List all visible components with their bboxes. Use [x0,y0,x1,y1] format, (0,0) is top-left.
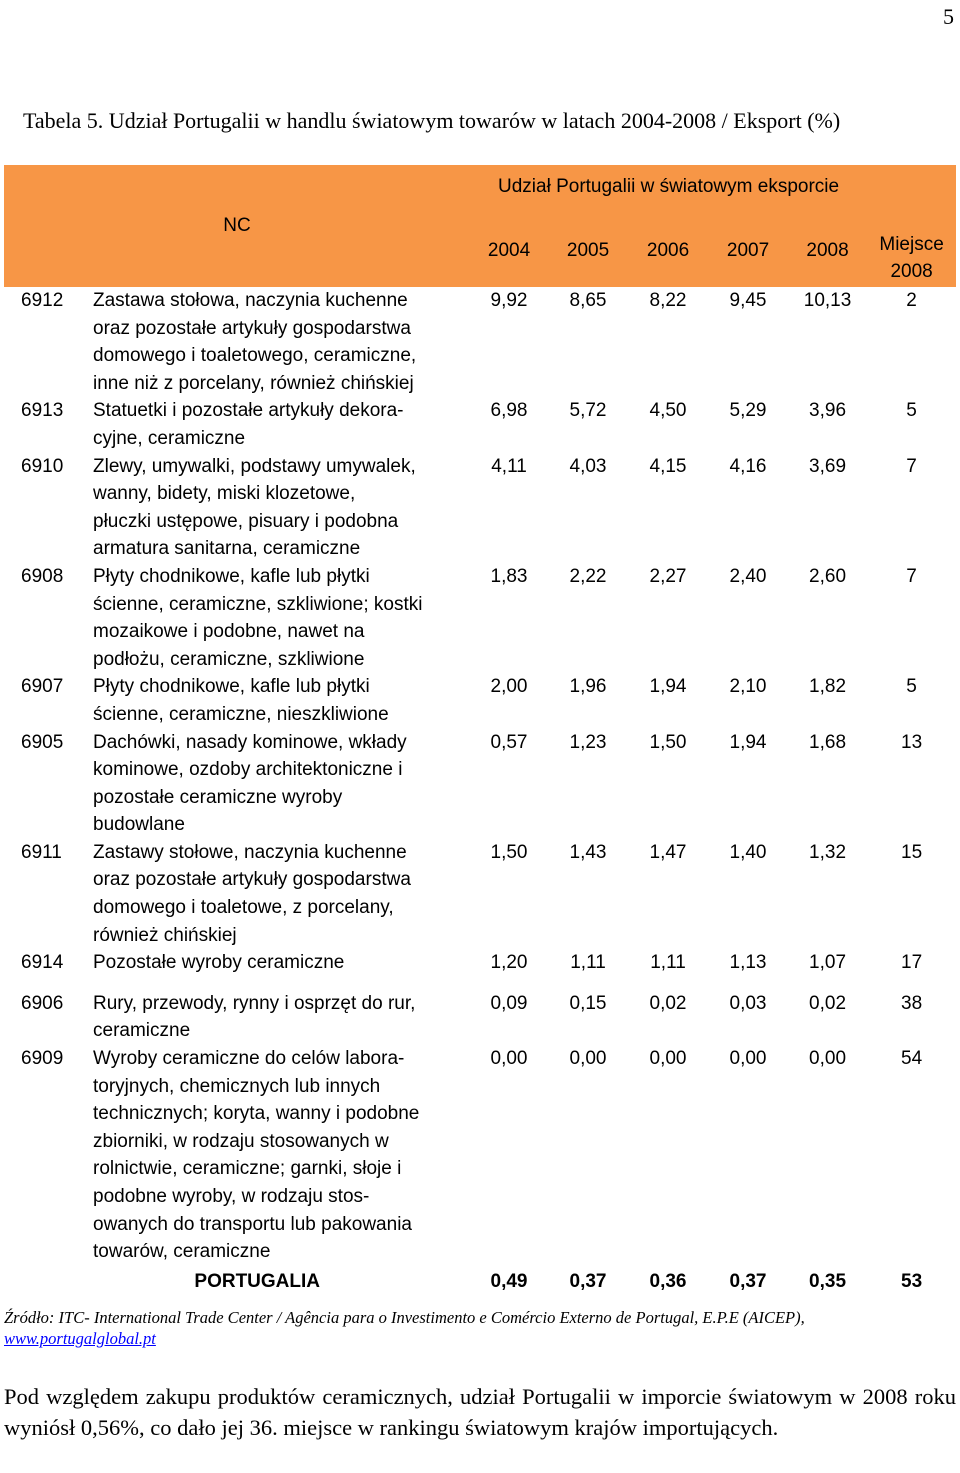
row-description-line: toryjnych, chemicznych lub innych [93,1075,381,1097]
header-group: Udział Portugalii w światowym eksporcie [470,165,867,209]
page-number: 5 [943,4,954,29]
header-year: 2004 [470,209,548,287]
source-text: Źródło: ITC- International Trade Center / Agência para o Investimento e Comércio Externo de Portugal, E.P.E (AICEP), [4,1308,805,1327]
total-value-2006: 0,36 [649,1270,687,1292]
row-description [93,949,470,977]
row-code: 6913 [21,400,64,422]
row-description-line: Zastawa stołowa, naczynia kuchenne [93,290,408,311]
row-description-line: Wyroby ceramiczne do celów labora- [93,1048,405,1070]
row-code: 6908 [21,565,64,587]
row-value-2005: 1,96 [569,676,607,698]
row-value-2005: 4,03 [569,455,607,477]
row-value-2006: 2,27 [649,565,687,587]
table-row [4,977,956,1045]
row-description [93,287,470,397]
row-value-2007: 9,45 [729,290,767,311]
row-value-2008: 0,00 [809,1048,847,1070]
table-body [4,287,956,1295]
row-value-2007: 0,03 [729,992,767,1014]
row-description-line: ścienne, ceramiczne, nieszkliwione [93,703,389,725]
row-description-line: Zlewy, umywalki, podstawy umywalek, [93,455,416,477]
row-value-2004: 1,83 [490,565,528,587]
row-value-2007: 1,94 [729,731,767,753]
row-value-2008: 10,13 [803,290,852,311]
row-description-line: budowlane [93,814,185,836]
row-description [93,563,470,673]
row-value-2007: 2,40 [729,565,767,587]
row-value-2005: 0,00 [569,1048,607,1070]
row-value-2008: 3,69 [809,455,847,477]
summary-paragraph: Pod względem zakupu produktów ceramicznych, udział Portugalii w imporcie światowym w 2008 roku wyniósł 0,56%, co dało jej 36. miejsce w rankingu światowym krajów importujących. [4,1384,956,1440]
row-value-2006: 1,94 [649,676,687,698]
total-label: PORTUGALIA [194,1270,321,1292]
row-value-2005: 1,43 [569,841,607,863]
row-description-line: ścienne, ceramiczne, szkliwione; kostki [93,593,423,615]
row-value-2008: 1,68 [809,731,847,753]
table-row [4,287,956,397]
header-place-line1: Miejsce [879,234,944,255]
row-description-line: towarów, ceramiczne [93,1241,271,1263]
row-value-2005: 0,15 [569,992,607,1014]
total-row [4,1266,956,1296]
row-value-2004: 2,00 [490,676,528,698]
row-place: 15 [901,841,923,863]
source-note [4,1307,954,1349]
total-place: 53 [901,1270,923,1292]
row-value-2004: 0,57 [490,731,528,753]
row-value-2006: 1,47 [649,841,687,863]
row-place: 2 [906,290,917,311]
table-row [4,1045,956,1266]
row-value-2007: 0,00 [729,1048,767,1070]
row-description-line: pozostałe ceramiczne wyroby [93,786,343,808]
table-row [4,839,956,949]
row-description-line: płuczki ustępowe, pisuary i podobna [93,510,399,532]
total-value-2008: 0,35 [809,1270,847,1292]
row-description-line: technicznych; koryta, wanny i podobne [93,1103,420,1125]
row-value-2007: 1,40 [729,841,767,863]
table-row [4,563,956,673]
row-value-2007: 4,16 [729,455,767,477]
row-description-line: inne niż z porcelany, również chińskiej [93,372,414,394]
row-description-line: kominowe, ozdoby architektoniczne i [93,759,403,781]
row-place: 17 [901,952,923,974]
table-row [4,397,956,452]
row-value-2004: 0,09 [490,992,528,1014]
table-title: Tabela 5. Udział Portugalii w handlu światowym towarów w latach 2004-2008 / Eksport (%) [23,108,841,133]
row-description-line: Pozostałe wyroby ceramiczne [93,952,345,974]
row-description [93,397,470,452]
row-value-2005: 1,23 [569,731,607,753]
table-row [4,729,956,839]
row-description [93,1045,470,1266]
row-place: 7 [906,565,917,587]
source-link[interactable]: www.portugalglobal.pt [4,1329,156,1348]
row-value-2008: 1,82 [809,676,847,698]
row-place: 54 [901,1048,923,1070]
row-value-2005: 5,72 [569,400,607,422]
row-value-2006: 4,15 [649,455,687,477]
header-year: 2008 [788,209,867,287]
header-year: 2005 [548,209,628,287]
row-value-2006: 0,02 [649,992,687,1014]
row-value-2007: 5,29 [729,400,767,422]
row-place: 13 [901,731,923,753]
row-description [93,839,470,949]
header-year: 2007 [708,209,788,287]
row-place: 5 [906,400,917,422]
row-value-2004: 0,00 [490,1048,528,1070]
row-value-2007: 1,13 [729,952,767,974]
total-value-2005: 0,37 [569,1270,607,1292]
row-value-2004: 6,98 [490,400,528,422]
row-code: 6905 [21,731,64,753]
row-description-line: domowego i toaletowego, ceramiczne, [93,345,417,367]
row-value-2008: 1,07 [809,952,847,974]
header-place-line2: 2008 [890,261,933,282]
row-value-2008: 3,96 [809,400,847,422]
row-description-line: domowego i toaletowe, z porcelany, [93,897,394,919]
row-description-line: Płyty chodnikowe, kafle lub płytki [93,676,370,698]
row-description-line: podobne wyroby, w rodzaju stos- [93,1186,370,1207]
row-description-line: zbiorniki, w rodzaju stosowanych w [93,1130,389,1152]
row-value-2008: 0,02 [809,992,847,1014]
row-description-line: Płyty chodnikowe, kafle lub płytki [93,565,370,587]
row-description-line: armatura sanitarna, ceramiczne [93,538,361,560]
table-row [4,673,956,728]
row-place: 38 [901,992,923,1014]
row-place: 7 [906,455,917,477]
row-code: 6910 [21,455,64,477]
row-description-line: Zastawy stołowe, naczynia kuchenne [93,841,407,863]
row-value-2004: 1,50 [490,841,528,863]
table-row [4,453,956,563]
row-value-2005: 2,22 [569,565,607,587]
row-value-2006: 1,50 [649,731,687,753]
header-year: 2006 [628,209,708,287]
row-code: 6912 [21,290,64,311]
row-description [93,673,470,728]
row-value-2004: 9,92 [490,290,528,311]
row-value-2006: 1,11 [650,952,686,974]
row-value-2008: 1,32 [809,841,847,863]
row-place: 5 [906,676,917,698]
row-code: 6909 [21,1048,64,1070]
row-description [93,977,470,1045]
row-description-line: mozaikowe i podobne, nawet na [93,621,365,643]
row-description-line: cyjne, ceramiczne [93,427,246,449]
row-value-2004: 1,20 [490,952,528,974]
row-value-2008: 2,60 [809,565,847,587]
export-share-table-container [4,165,956,1295]
row-value-2004: 4,11 [491,455,527,477]
row-description-line: również chińskiej [93,924,237,946]
row-code: 6911 [21,841,62,863]
row-value-2005: 1,11 [570,952,606,974]
row-code: 6914 [21,952,64,974]
total-value-2004: 0,49 [490,1270,528,1292]
row-description-line: rolnictwie, ceramiczne; garnki, słoje i [93,1158,402,1180]
export-share-table [4,165,956,1295]
row-description-line: oraz pozostałe artykuły gospodarstwa [93,869,411,891]
row-description-line: ceramiczne [93,1020,191,1042]
total-value-2007: 0,37 [729,1270,767,1292]
row-code: 6906 [21,992,64,1014]
row-value-2006: 4,50 [649,400,687,422]
row-description [93,453,470,563]
row-value-2006: 0,00 [649,1048,687,1070]
row-code: 6907 [21,676,64,698]
row-description-line: owanych do transportu lub pakowania [93,1213,412,1235]
table-row [4,949,956,977]
row-value-2005: 8,65 [569,290,607,311]
header-place [867,165,956,287]
row-description-line: Dachówki, nasady kominowe, wkłady [93,731,407,753]
row-description-line: Statuetki i pozostałe artykuły dekora- [93,400,404,422]
row-value-2006: 8,22 [649,290,687,311]
row-description-line: wanny, bidety, miski klozetowe, [93,483,356,505]
row-description-line: Rury, przewody, rynny i osprzęt do rur, [93,992,416,1014]
row-description-line: podłożu, ceramiczne, szkliwione [93,648,365,670]
row-value-2007: 2,10 [729,676,767,698]
row-description-line: oraz pozostałe artykuły gospodarstwa [93,317,411,339]
row-description [93,729,470,839]
header-nc: NC [4,165,470,287]
